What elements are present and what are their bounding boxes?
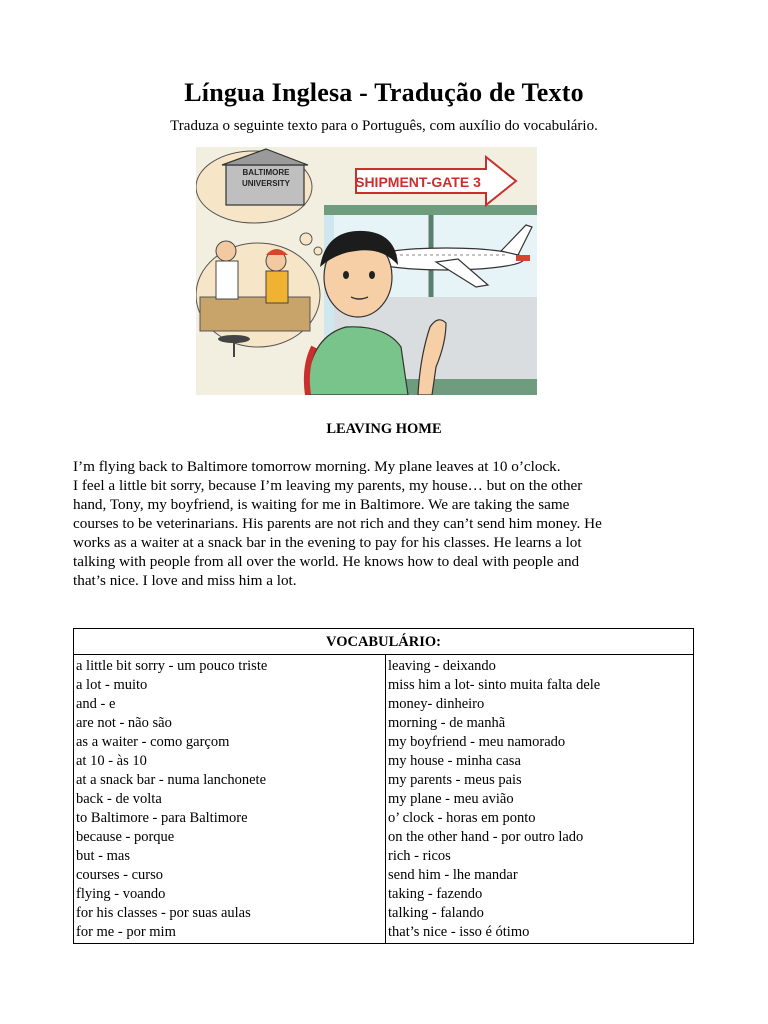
vocabulary-item: rich - ricos [388,848,451,864]
vocabulary-item: at 10 - às 10 [76,753,147,769]
gate-sign-text: SHIPMENT-GATE 3 [355,174,481,190]
vocabulary-item: are not - não são [76,715,172,731]
vocabulary-item: morning - de manhã [388,715,506,731]
story-line: I feel a little bit sorry, because I’m leaving my parents, my house… but on the other [73,477,583,494]
vocabulary-item: taking - fazendo [388,886,483,902]
vocabulary-item: send him - lhe mandar [388,867,518,883]
vocabulary-item: because - porque [76,829,175,845]
vocabulary-item: my house - minha casa [388,753,521,769]
vocabulary-item: a lot - muito [76,677,148,693]
vocabulary-table [73,628,694,944]
vocabulary-item: and - e [76,696,116,712]
vocabulary-item: talking - falando [388,905,484,921]
vocabulary-item: leaving - deixando [388,658,496,674]
vocabulary-item: for his classes - por suas aulas [76,905,251,921]
story-line: hand, Tony, my boyfriend, is waiting for me in Baltimore. We are taking the same [73,496,570,513]
story-heading: LEAVING HOME [326,421,442,437]
story-line: works as a waiter at a snack bar in the evening to pay for his classes. He learns a lot [73,534,582,551]
page-subtitle: Traduza o seguinte texto para o Português, com auxílio do vocabulário. [170,118,598,134]
vocabulary-item: to Baltimore - para Baltimore [76,810,248,826]
story-line: talking with people from all over the world. He knows how to deal with people and [73,553,580,570]
vocabulary-item: as a waiter - como garçom [76,734,230,750]
vocabulary-item: at a snack bar - numa lanchonete [76,772,267,788]
vocabulary-item: courses - curso [76,867,163,883]
vocabulary-left-column [74,655,386,943]
story-line: I’m flying back to Baltimore tomorrow morning. My plane leaves at 10 o’clock. [73,458,561,475]
cartoon-illustration [196,147,537,395]
vocabulary-right-column [386,655,693,943]
page-title: Língua Inglesa - Tradução de Texto [184,78,584,107]
vocabulary-item: money- dinheiro [388,696,485,712]
story-line: that’s nice. I love and miss him a lot. [73,572,297,589]
university-sign-line1: BALTIMORE [242,168,290,177]
university-sign-line2: UNIVERSITY [241,179,291,188]
vocabulary-item: flying - voando [76,886,166,902]
vocabulary-item: o’ clock - horas em ponto [388,810,536,826]
story-text [73,457,693,590]
vocabulary-item: my plane - meu avião [388,791,514,807]
vocabulary-item: back - de volta [76,791,162,807]
airport-cartoon-image [196,147,537,395]
vocabulary-header: VOCABULÁRIO: [74,629,693,655]
vocabulary-item: a little bit sorry - um pouco triste [76,658,268,674]
vocabulary-item: but - mas [76,848,130,864]
vocabulary-item: my boyfriend - meu namorado [388,734,566,750]
vocabulary-item: miss him a lot- sinto muita falta dele [388,677,601,693]
vocabulary-item: on the other hand - por outro lado [388,829,584,845]
story-line: courses to be veterinarians. His parents are not rich and they can’t send him money. He [73,515,602,532]
vocabulary-item: that’s nice - isso é ótimo [388,924,530,940]
vocabulary-item: for me - por mim [76,924,176,940]
vocabulary-item: my parents - meus pais [388,772,522,788]
